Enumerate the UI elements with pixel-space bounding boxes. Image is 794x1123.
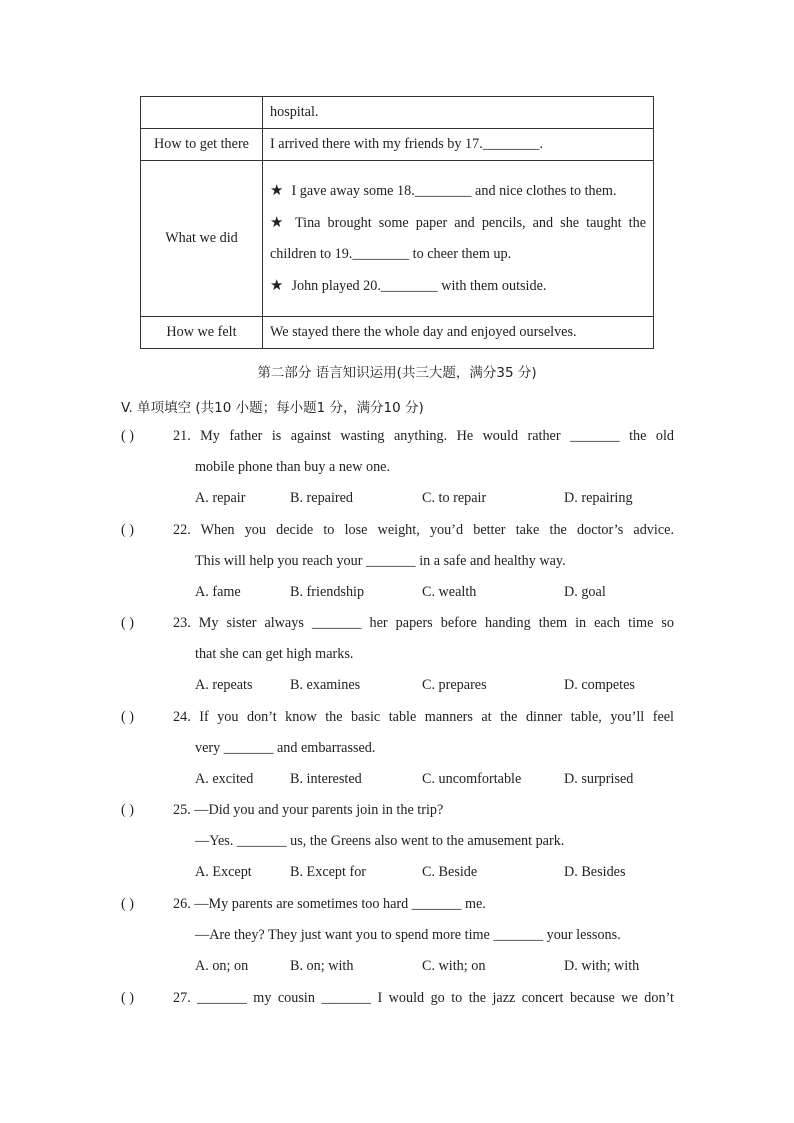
question-text-cont: that she can get high marks.: [195, 646, 354, 663]
part-heading: V. 单项填空 (共10 小题；每小题1 分，满分10 分): [121, 400, 424, 416]
answer-blank[interactable]: ( ): [121, 990, 134, 1006]
options: [121, 577, 674, 608]
question-text-cont: very _______ and embarrassed.: [195, 740, 376, 757]
table-row: [141, 129, 654, 161]
options: [121, 951, 674, 982]
info-table: [140, 96, 654, 349]
option-a: A. excited: [195, 771, 254, 788]
row-content: I arrived there with my friends by 17.________.: [263, 129, 654, 161]
row-label: How we felt: [141, 317, 263, 349]
option-c: C. prepares: [422, 677, 487, 694]
activity-item: ★ Tina brought some paper and pencils, and she taught the children to 19.________ to cheer them up.: [270, 213, 647, 262]
question-27: [121, 983, 674, 1014]
option-d: D. repairing: [564, 490, 633, 507]
option-d: D. goal: [564, 584, 606, 601]
question-21: [121, 421, 674, 515]
question-text-cont: mobile phone than buy a new one.: [195, 459, 391, 476]
option-c: C. Beside: [422, 864, 478, 881]
option-d: D. surprised: [564, 771, 634, 788]
options: [121, 857, 674, 888]
question-text: 24. If you don’t know the basic table manners at the dinner table, you’ll feel: [173, 709, 674, 725]
option-b: B. Except for: [290, 864, 367, 881]
options: [121, 764, 674, 795]
option-d: D. with; with: [564, 958, 640, 975]
star-icon: ★: [270, 276, 284, 294]
question-text: 27. _______ my cousin _______ I would go to the jazz concert because we don’t: [173, 990, 674, 1006]
activity-item: ★ I gave away some 18.________ and nice clothes to them.: [270, 181, 617, 199]
option-b: B. examines: [290, 677, 361, 694]
question-22: [121, 515, 674, 609]
options: [121, 670, 674, 701]
options: [121, 483, 674, 514]
option-c: C. to repair: [422, 490, 487, 507]
row-label: What we did: [141, 161, 263, 317]
answer-blank[interactable]: ( ): [121, 709, 134, 725]
table-row: [141, 97, 654, 129]
option-c: C. with; on: [422, 958, 486, 975]
question-text: 25. —Did you and your parents join in the trip?: [173, 802, 444, 818]
option-a: A. on; on: [195, 958, 249, 975]
table-row: [141, 161, 654, 317]
option-b: B. repaired: [290, 490, 354, 507]
answer-blank[interactable]: ( ): [121, 428, 134, 444]
question-text-cont: —Yes. _______ us, the Greens also went to the amusement park.: [195, 833, 565, 850]
table-row: [141, 317, 654, 349]
row-content: hospital.: [263, 97, 654, 129]
answer-blank[interactable]: ( ): [121, 522, 134, 538]
question-text: 22. When you decide to lose weight, you’d better take the doctor’s advice.: [173, 522, 674, 538]
answer-blank[interactable]: ( ): [121, 896, 134, 912]
question-text: 23. My sister always _______ her papers before handing them in each time so: [173, 615, 674, 631]
answer-blank[interactable]: ( ): [121, 615, 134, 631]
star-icon: ★: [270, 213, 287, 231]
option-c: C. wealth: [422, 584, 477, 601]
question-text: 26. —My parents are sometimes too hard _______ me.: [173, 896, 486, 912]
question-text-cont: This will help you reach your _______ in a safe and healthy way.: [195, 553, 566, 570]
option-c: C. uncomfortable: [422, 771, 522, 788]
option-a: A. repair: [195, 490, 246, 507]
answer-blank[interactable]: ( ): [121, 802, 134, 818]
option-a: A. repeats: [195, 677, 253, 694]
option-d: D. competes: [564, 677, 635, 694]
option-a: A. Except: [195, 864, 252, 881]
option-b: B. interested: [290, 771, 362, 788]
option-b: B. friendship: [290, 584, 365, 601]
option-d: D. Besides: [564, 864, 626, 881]
question-23: [121, 608, 674, 702]
question-26: [121, 889, 674, 983]
activity-item: ★ John played 20.________ with them outside.: [270, 276, 547, 294]
row-content: We stayed there the whole day and enjoyed ourselves.: [263, 317, 654, 349]
option-b: B. on; with: [290, 958, 354, 975]
option-a: A. fame: [195, 584, 241, 601]
section-title: 第二部分 语言知识运用(共三大题，满分35 分): [257, 365, 537, 381]
row-content: [263, 161, 654, 317]
row-label: [141, 97, 263, 129]
question-text-cont: —Are they? They just want you to spend more time _______ your lessons.: [195, 927, 621, 944]
question-25: [121, 795, 674, 889]
row-label: How to get there: [141, 129, 263, 161]
question-text: 21. My father is against wasting anything. He would rather _______ the old: [173, 428, 674, 444]
question-24: [121, 702, 674, 796]
star-icon: ★: [270, 181, 284, 199]
